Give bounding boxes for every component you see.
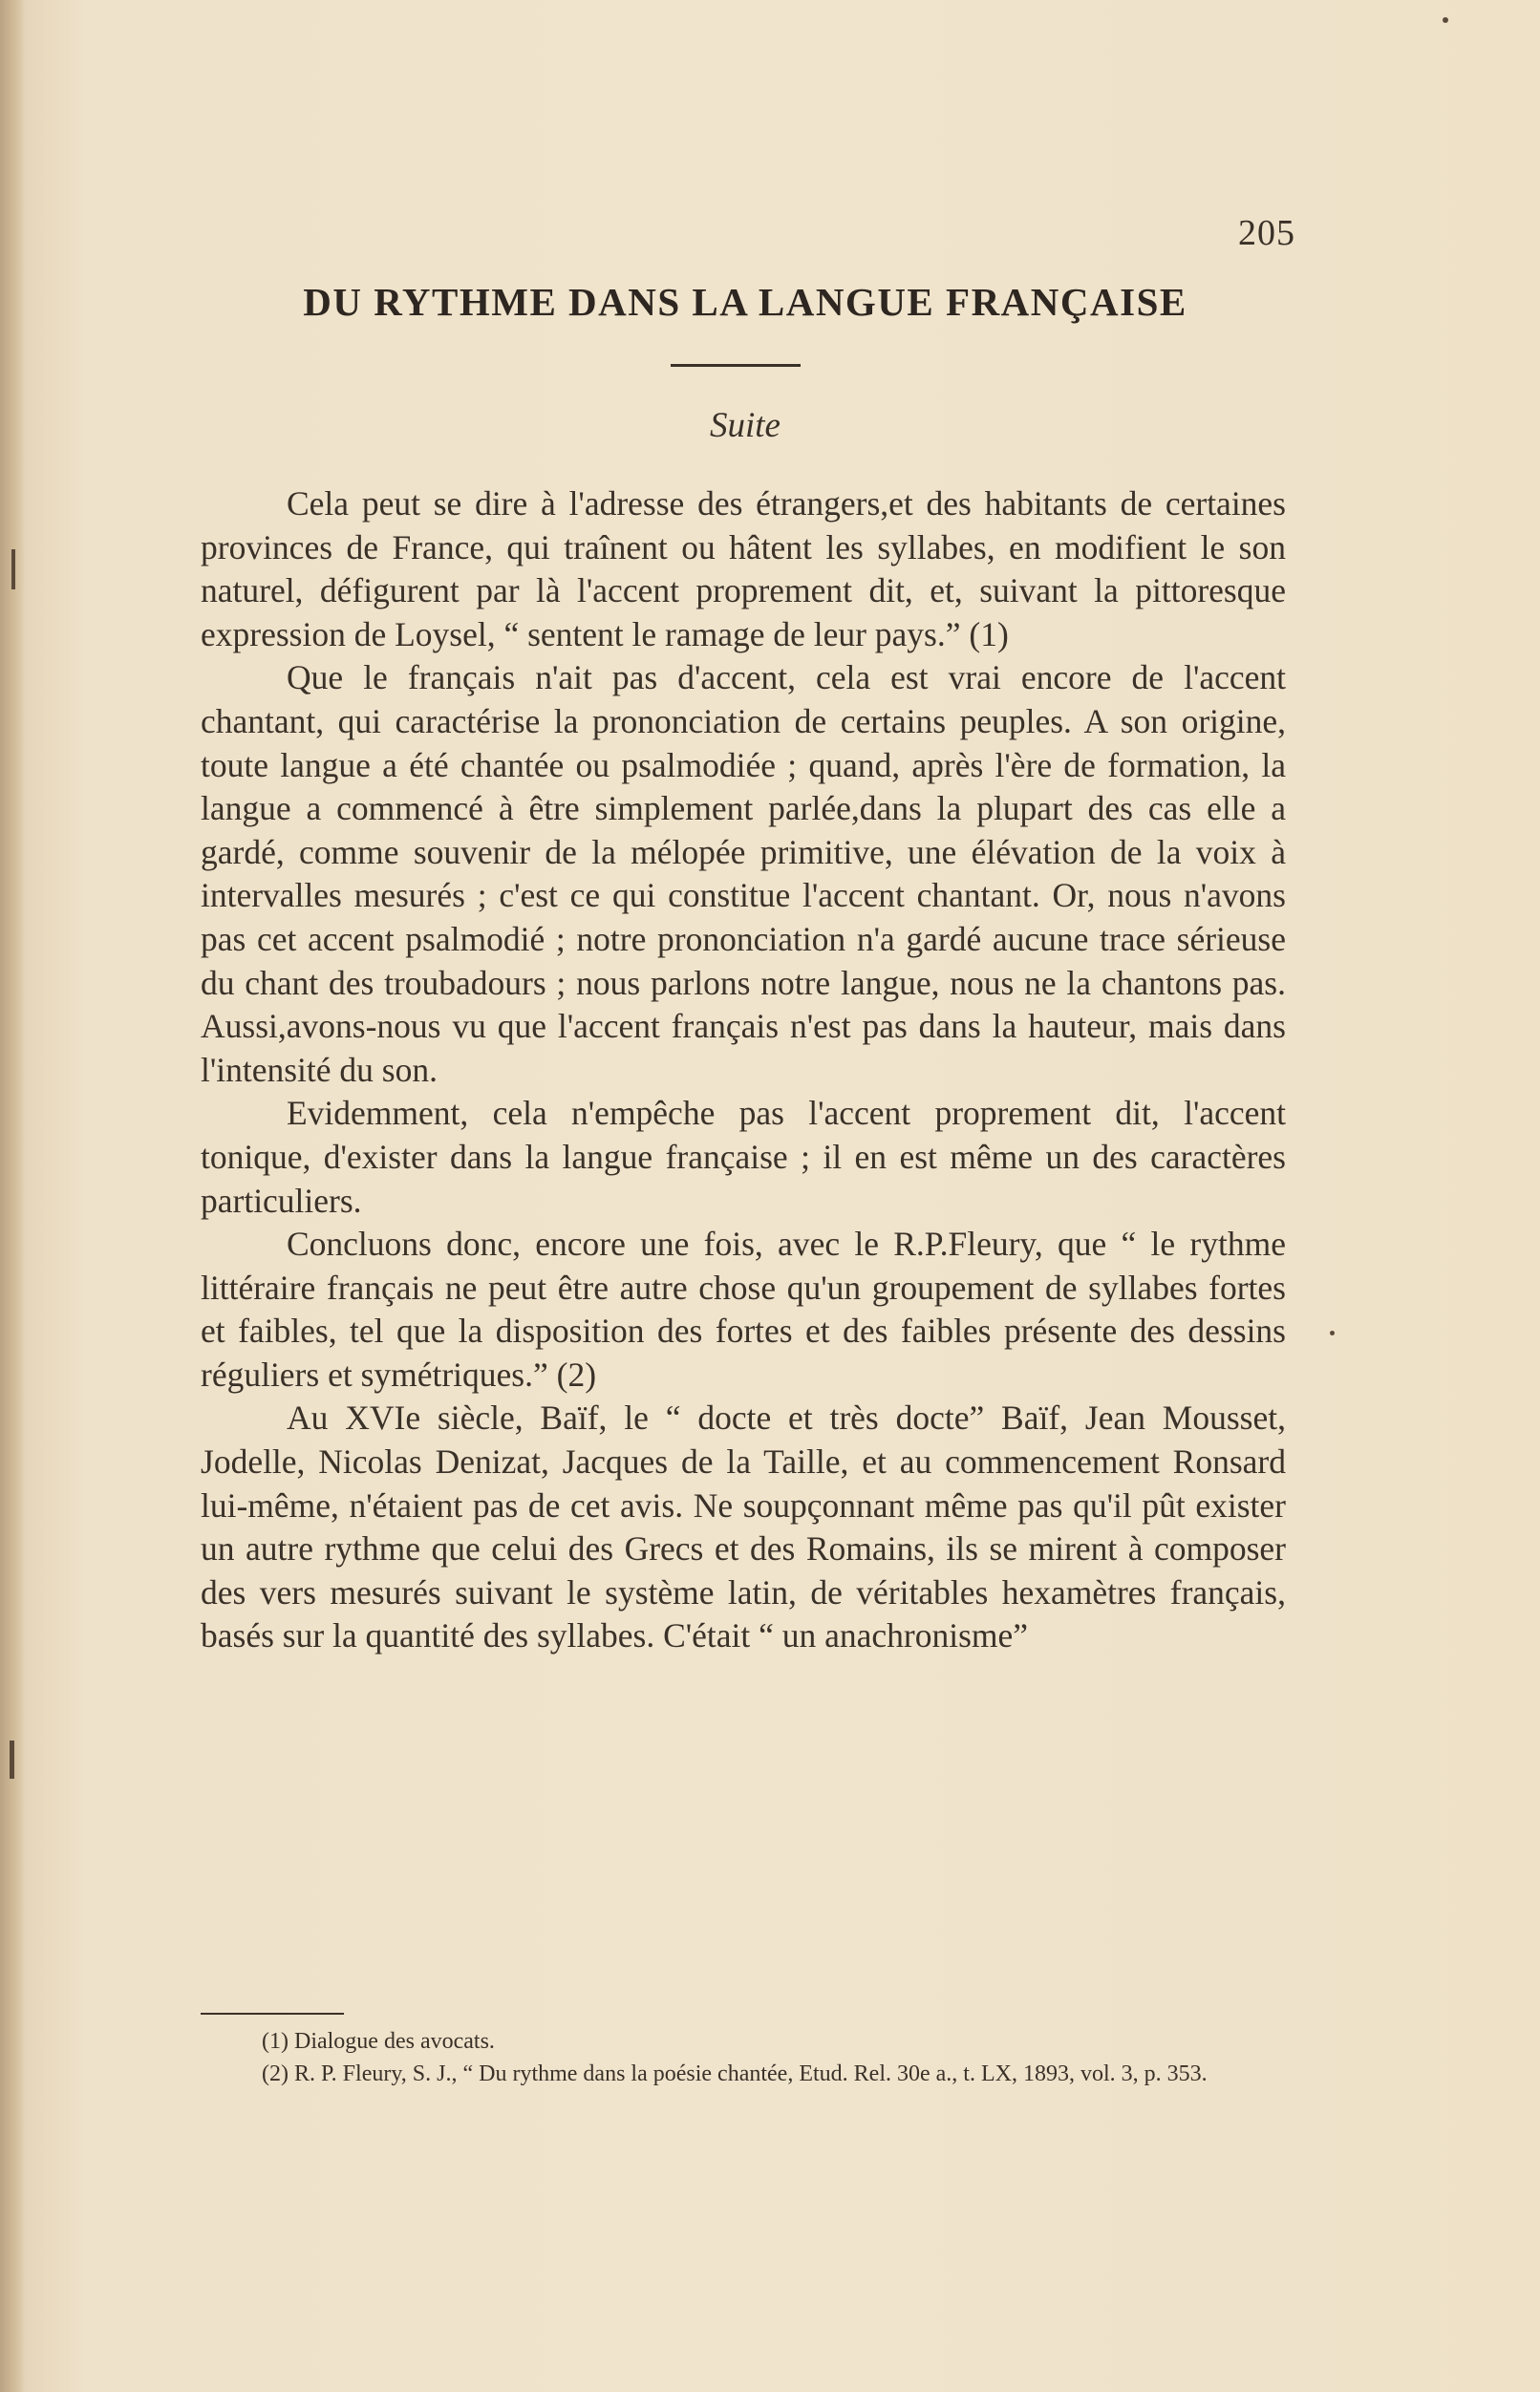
footnote-1: (1) Dialogue des avocats.	[262, 2029, 495, 2054]
body-text	[201, 482, 1286, 1658]
margin-mark	[1443, 17, 1448, 23]
footnote-rule	[201, 2013, 344, 2015]
footnotes	[201, 2025, 1299, 2090]
margin-mark	[11, 549, 15, 589]
page-number: 205	[1238, 213, 1295, 253]
margin-mark	[1330, 1331, 1335, 1335]
chapter-subtitle: Suite	[710, 406, 781, 445]
margin-mark	[10, 1741, 14, 1779]
title-rule	[671, 364, 801, 367]
paragraph-4: Concluons donc, encore une fois, avec le R.P.Fleury, que “ le rythme littéraire français ne peut être autre chose qu'un groupement de syllabes fortes et faibles, tel que la disposition des fortes et des faibles présente des dessins réguliers et symétriques.” (2)	[201, 1225, 1286, 1394]
footnote-2: (2) R. P. Fleury, S. J., “ Du rythme dans la poésie chantée, Etud. Rel. 30e a., t. LX, 1893, vol. 3, p. 353.	[262, 2061, 1208, 2086]
paragraph-2: Que le français n'ait pas d'accent, cela est vrai encore de l'accent chantant, qui caractérise la prononciation de certains peuples. A son origine, toute langue a été chantée ou psalmodiée ; quand, après l'ère de formation, la langue a commencé à être simplement parlée,dans la plupart des cas elle a gardé, comme souvenir de la mélopée primitive, une élévation de la voix à intervalles mesurés ; c'est ce qui constitue l'accent chantant. Or, nous n'avons pas cet accent psalmodié ; notre prononciation n'a gardé aucune trace sérieuse du chant des troubadours ; nous parlons notre langue, nous ne la chantons pas. Aussi,avons-nous vu que l'accent français n'est pas dans la hauteur, mais dans l'intensité du son.	[201, 658, 1286, 1089]
paragraph-3: Evidemment, cela n'empêche pas l'accent proprement dit, l'accent tonique, d'exister dans la langue française ; il en est même un des caractères particuliers.	[201, 1094, 1286, 1220]
paragraph-1: Cela peut se dire à l'adresse des étrangers,et des habitants de certaines provinces de France, qui traînent ou hâtent les syllabes, en modifient le son naturel, défigurent par là l'accent proprement dit, et, suivant la pittoresque expression de Loysel, “ sentent le ramage de leur pays.” (1)	[201, 484, 1286, 653]
binding-shadow	[0, 0, 25, 2392]
chapter-title: DU RYTHME DANS LA LANGUE FRANÇAISE	[303, 280, 1187, 324]
paragraph-5: Au XVIe siècle, Baïf, le “ docte et très docte” Baïf, Jean Mousset, Jodelle, Nicolas Denizat, Jacques de la Taille, et au commencement Ronsard lui-même, n'étaient pas de cet avis. Ne soupçonnant même pas qu'il pût exister un autre rythme que celui des Grecs et des Romains, ils se mirent à composer des vers mesurés suivant le système latin, de véritables hexamètres français, basés sur la quantité des syllabes. C'était “ un anachronisme”	[201, 1399, 1286, 1655]
